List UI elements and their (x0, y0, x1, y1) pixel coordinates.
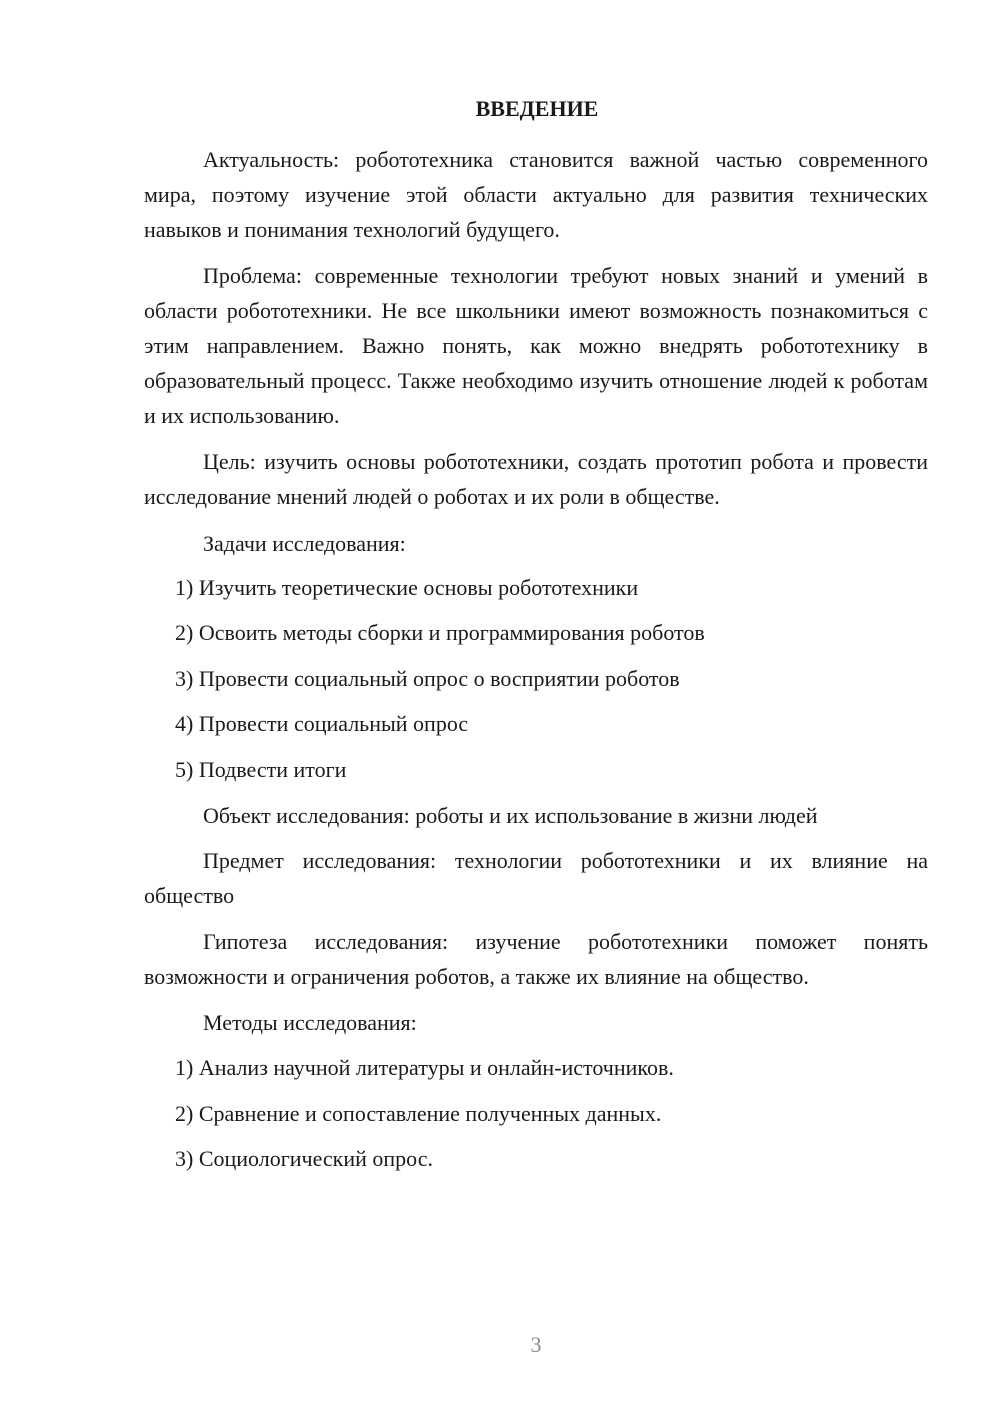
goal-paragraph: Цель: изучить основы робототехники, создать прототип робота и провести исследование мнений людей о роботах и их роли в обществе. (144, 449, 928, 509)
hypothesis-paragraph: Гипотеза исследования: изучение робототехники поможет понять возможности и ограничения роботов, а также их влияние на общество. (144, 929, 928, 989)
task-item: 5) Подвести итоги (175, 757, 347, 782)
task-item: 4) Провести социальный опрос (175, 711, 469, 736)
section-title: ВВЕДЕНИЕ (475, 96, 599, 121)
methods-heading: Методы исследования: (203, 1010, 417, 1035)
task-item: 1) Изучить теоретические основы робототехники (175, 575, 639, 600)
subject-paragraph: Предмет исследования: технологии робототехники и их влияние на общество (144, 848, 928, 908)
problem-paragraph: Проблема: современные технологии требуют новых знаний и умений в области робототехники. Не все школьники имеют возможность познакомиться с этим направлением. Важно понять, как можно внедрять робототехнику в образовательный процесс. Также необходимо изучить отношение людей к роботам и их использованию. (144, 263, 928, 428)
page-number: 3 (530, 1332, 542, 1357)
method-item: 3) Социологический опрос. (175, 1146, 433, 1171)
task-item: 2) Освоить методы сборки и программирования роботов (175, 620, 705, 645)
relevance-paragraph: Актуальность: робототехника становится важной частью современного мира, поэтому изучение этой области актуально для развития технических навыков и понимания технологий будущего. (144, 147, 928, 242)
task-item: 3) Провести социальный опрос о восприятии роботов (175, 666, 680, 691)
object-line: Объект исследования: роботы и их использование в жизни людей (203, 803, 818, 828)
method-item: 1) Анализ научной литературы и онлайн-источников. (175, 1055, 674, 1080)
method-item: 2) Сравнение и сопоставление полученных данных. (175, 1101, 662, 1126)
tasks-heading: Задачи исследования: (203, 531, 406, 556)
